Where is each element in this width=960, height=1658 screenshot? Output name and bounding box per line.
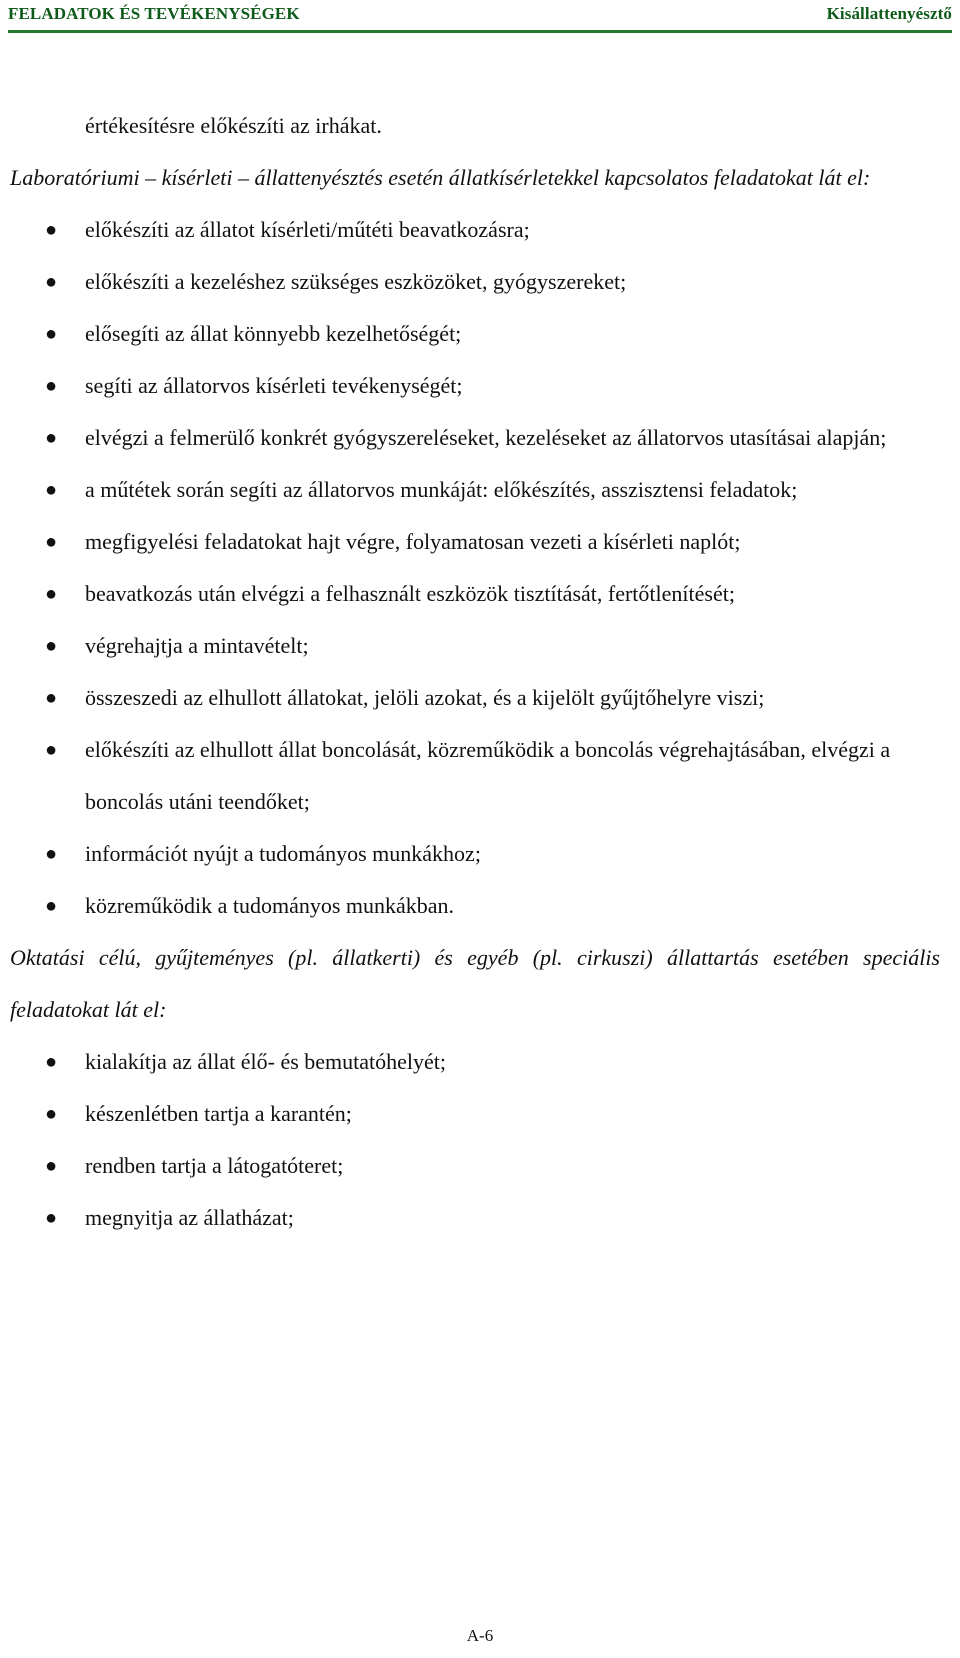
section-intro: Oktatási célú, gyűjteményes (pl. állatkerti) és egyéb (pl. cirkuszi) állattartás esetében speciális feladatokat lát el: bbox=[10, 945, 940, 1022]
list-item-text: információt nyújt a tudományos munkákhoz; bbox=[85, 841, 481, 866]
task-list bbox=[10, 204, 940, 932]
bullet-icon: ● bbox=[45, 1155, 58, 1177]
list-item bbox=[10, 1192, 940, 1244]
bullet-icon: ● bbox=[45, 895, 58, 917]
page-header bbox=[8, 0, 952, 34]
list-item bbox=[10, 1140, 940, 1192]
list-item-text: megnyitja az állatházat; bbox=[85, 1205, 294, 1230]
task-list bbox=[10, 1036, 940, 1244]
header-divider bbox=[8, 30, 952, 33]
list-item-text: kialakítja az állat élő- és bemutatóhelyét; bbox=[85, 1049, 447, 1074]
list-item bbox=[10, 568, 940, 620]
list-item bbox=[10, 204, 940, 256]
bullet-icon: ● bbox=[45, 427, 58, 449]
list-item-text: végrehajtja a mintavételt; bbox=[85, 633, 309, 658]
bullet-icon: ● bbox=[45, 583, 58, 605]
list-item bbox=[10, 1036, 940, 1088]
bullet-icon: ● bbox=[45, 375, 58, 397]
bullet-icon: ● bbox=[45, 635, 58, 657]
section-laboratory bbox=[10, 152, 940, 932]
section-intro: Laboratóriumi – kísérleti – állattenyésztés esetén állatkísérletekkel kapcsolatos feladatokat lát el: bbox=[10, 165, 871, 190]
bullet-icon: ● bbox=[45, 843, 58, 865]
list-item bbox=[10, 360, 940, 412]
list-item bbox=[10, 672, 940, 724]
bullet-icon: ● bbox=[45, 1207, 58, 1229]
list-item-text: közreműködik a tudományos munkákban. bbox=[85, 893, 455, 918]
list-item-text: elvégzi a felmerülő konkrét gyógyszereléseket, kezeléseket az állatorvos utasításai alapján; bbox=[85, 425, 887, 450]
bullet-icon: ● bbox=[45, 687, 58, 709]
bullet-icon: ● bbox=[45, 219, 58, 241]
list-item-text: előkészíti az elhullott állat boncolását, közreműködik a boncolás végrehajtásában, elvégzi a boncolás utáni teendőket; bbox=[85, 737, 891, 814]
bullet-icon: ● bbox=[45, 323, 58, 345]
bullet-icon: ● bbox=[45, 531, 58, 553]
list-item bbox=[10, 828, 940, 880]
list-item bbox=[10, 880, 940, 932]
header-document-title: Kisállattenyésztő bbox=[826, 4, 952, 23]
list-item-text: előkészíti a kezeléshez szükséges eszközöket, gyógyszereket; bbox=[85, 269, 627, 294]
continued-text: értékesítésre előkészíti az irhákat. bbox=[85, 113, 382, 138]
bullet-icon: ● bbox=[45, 1103, 58, 1125]
list-item bbox=[10, 464, 940, 516]
bullet-icon: ● bbox=[45, 739, 58, 761]
list-item-text: a műtétek során segíti az állatorvos munkáját: előkészítés, asszisztensi feladatok; bbox=[85, 477, 798, 502]
list-item bbox=[10, 256, 940, 308]
list-item-text: összeszedi az elhullott állatokat, jelöli azokat, és a kijelölt gyűjtőhelyre viszi; bbox=[85, 685, 765, 710]
list-item-text: megfigyelési feladatokat hajt végre, folyamatosan vezeti a kísérleti naplót; bbox=[85, 529, 741, 554]
bullet-icon: ● bbox=[45, 479, 58, 501]
bullet-icon: ● bbox=[45, 271, 58, 293]
list-item bbox=[10, 516, 940, 568]
list-item-text: elősegíti az állat könnyebb kezelhetőségét; bbox=[85, 321, 462, 346]
list-item-text: rendben tartja a látogatóteret; bbox=[85, 1153, 344, 1178]
list-item-text: készenlétben tartja a karantén; bbox=[85, 1101, 352, 1126]
list-item bbox=[10, 724, 940, 828]
list-item-text: segíti az állatorvos kísérleti tevékenységét; bbox=[85, 373, 463, 398]
page-number: A-6 bbox=[466, 1626, 494, 1645]
list-item-text: beavatkozás után elvégzi a felhasznált eszközök tisztítását, fertőtlenítését; bbox=[85, 581, 735, 606]
list-item-text: előkészíti az állatot kísérleti/műtéti beavatkozásra; bbox=[85, 217, 530, 242]
page-body bbox=[10, 100, 940, 1244]
header-section-title: FELADATOK ÉS TEVÉKENYSÉGEK bbox=[8, 4, 300, 23]
bullet-icon: ● bbox=[45, 1051, 58, 1073]
list-item bbox=[10, 1088, 940, 1140]
section-education-collection bbox=[10, 932, 940, 1244]
list-item bbox=[10, 620, 940, 672]
list-item bbox=[10, 308, 940, 360]
list-item bbox=[10, 412, 940, 464]
